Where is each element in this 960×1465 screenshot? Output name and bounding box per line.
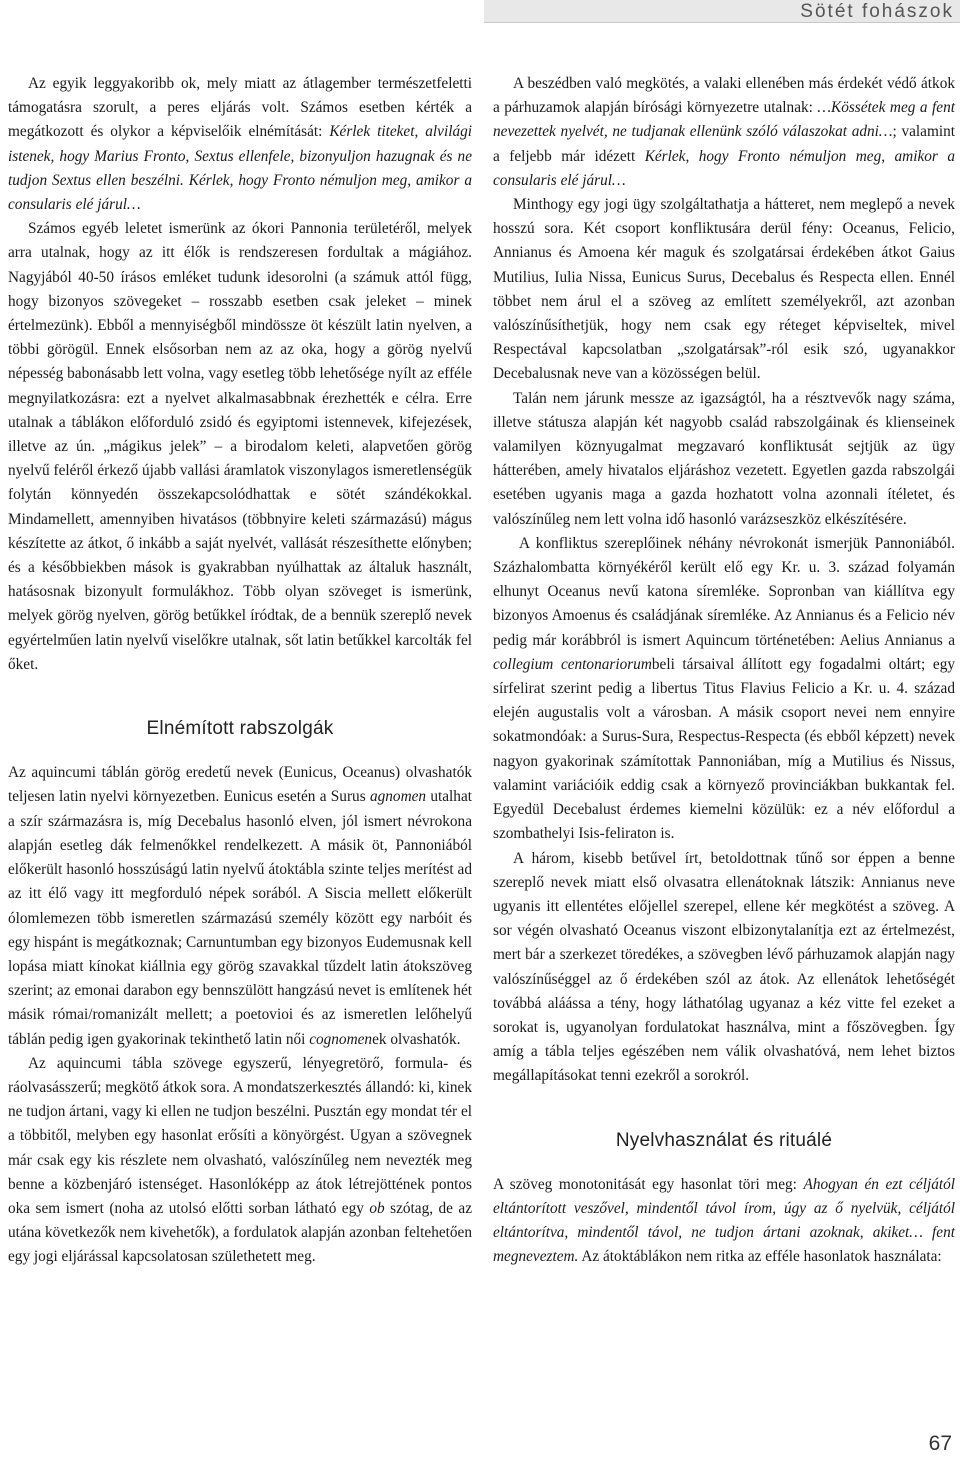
right-column <box>493 72 955 1270</box>
paragraph <box>8 761 472 1051</box>
paragraph <box>8 1052 472 1270</box>
text-run: ; valamint a feljebb már idézett <box>493 123 955 165</box>
text-run: beli társaival állított egy fogadalmi oltárt; egy sírfelirat szerint pedig a libertus Titus Flavius Felicio a Kr. u. 4. század elején augustalis volt a városban. A másik csoport nevei nem ennyire sokatmondóak: a Surus-Sura, Respectus-Respecta (és ebből képzett) nevek nagyon gyakorinak számítottak Pannoniában, míg a Mutilius és Nissus, valamint variációik eddig csak a környező provinciákban bukkantak fel. Egyedül Decebalust érdemes kiemelni közülük: ez a név előfordul a szombathelyi Isis-feliraton is. <box>493 655 955 843</box>
paragraph <box>493 532 955 847</box>
paragraph: Talán nem járunk messze az igazságtól, ha a résztvevők nagy száma, illetve státusza alapján két nagyobb család rabszolgáinak és klienseinek valamilyen köznyugalmat megzavaró konfliktusát sejtjük az ügy hátterében, amely hivatalos eljáráshoz vezetett. Egyetlen gazda rabszolgái esetében ugyanis maga a gazda hozhatott volna azonnali ítéletet, és valószínűleg nem lett volna idő hasonló varázseszköz elkészítésére. <box>493 389 955 528</box>
text-run: A szöveg monotonitását egy hasonlat töri meg: <box>493 1175 804 1193</box>
quoted-curse: Kérlek titeket, alvilági istenek, hogy Marius Fronto, Sextus ellenfele, bizonyuljon hazugnak és ne tudjon Sextus ellen beszélni. Kérlek, hogy Fronto némuljon meg, amikor a consularis elé járul… <box>8 123 472 214</box>
text-run: Az átoktáblákon nem ritka az efféle hasonlatok használata: <box>578 1248 942 1266</box>
text-run: Az aquincumi táblán görög eredetű nevek (Eunicus, Oceanus) olvashatók teljesen latin nyelvi környezetben. Eunicus esetén a Surus <box>8 764 472 806</box>
text-run: szótag, de az utána következők nem kivehetők), a fordulatok alapján azonban feltehetően egy jogi eljárással kapcsolatosan születhetett meg. <box>8 1199 472 1266</box>
text-run: ek olvashatók. <box>372 1030 461 1048</box>
quoted-curse: …Kössétek meg a fent nevezettek nyelvét, ne tudjanak ellenünk szóló válaszokat adni… <box>493 99 956 141</box>
text-run: Az egyik leggyakoribb ok, mely miatt az átlagember természetfeletti támogatásra szorult, a peres eljárás volt. Számos esetben kérték a megátkozott és olykor a képviselőik elnémítását: <box>8 75 472 141</box>
text-run: utalhat a szír származásra is, míg Decebalus hasonló elven, jól ismert névrokona alapján esetleg dák felmenőkkel rendelkezett. A másik öt, Pannoniából előkerült hasonló hosszúságú latin nyelvű átoktábla szinte teljes merítést ad az itt élő vagy itt megforduló népek sorából. A Siscia mellett előkerült ólomlemezen több ismeretlen származású személy között egy narbóit és egy hispánt is megátkoznak; Carnuntumban egy bizonyos Eudemusnak kell lopása miatt kínokat kiállnia egy görög szavakkal tűzdelt latin átokszöveg szerint; az emonai darabon egy bennszülött hangzású nevet is említenek hét másik római/romanizált mellett; a poetovioi és az ismeretlen lelőhelyű táblán pedig igen gyakorinak tekinthető latin női <box>8 788 472 1048</box>
text-run: A konfliktus szereplőinek néhány névrokonát ismerjük Pannoniából. Százhalombatta környékéről került elő egy Kr. u. 3. század folyamán elhunyt Oceanus nevű katona síremléke. Sopronban van kiállítva egy bizonyos Amoenus és családjának síremléke. Az Annianus és a Felicio név pedig már korábbról is ismert Aquincum történetében: Aelius Annianus a <box>493 534 955 649</box>
latin-term: cognomen <box>309 1030 373 1048</box>
page-number: 67 <box>928 1432 952 1455</box>
paragraph <box>493 1173 955 1270</box>
running-head <box>484 0 960 23</box>
left-column <box>8 72 472 1270</box>
quoted-curse: Ahogyan én ezt céljától eltántorított veszővel, mindentől távol írom, úgy az ő nyelvük, céljától eltántorítva, mindentől távol, ne tudjon ártani azoknak, akiket… fent megneveztem. <box>493 1175 956 1266</box>
paragraph: A három, kisebb betűvel írt, betoldottnak tűnő sor éppen a benne szereplő nevek miatt első olvasatra ellenátoknak látszik: Annianus neve ugyanis itt ellentétes előjellel szerepel, ellene kér megkötést a szöveg. A sor végén olvasható Oceanus viszont elbizonytalanítja ezt az értelmezést, mert bár a szerkezet töredékes, a szövegben lévő párhuzamok alapján nagy valószínűséggel az ő érdekében szól az átok. Az ellenátok lehetőségét továbbá aláássa a tény, hogy láthatólag ugyanaz a kéz vitte fel ezeket a sorokat is, ugyanolyan fordulatokat használva, mint a főszövegben. Így amíg a tábla teljes egészében nem válik olvashatóvá, nem lehet biztos megállapításokat tenni ezekről a sorokról. <box>493 849 955 1085</box>
text-run: A beszédben való megkötés, a valaki ellenében más érdekét védő átkok a párhuzamok alapján bírósági környezetre utalnak: <box>493 75 955 117</box>
running-title: Sötét fohászok <box>800 1 954 22</box>
paragraph <box>493 72 955 193</box>
latin-term: collegium centonariorum <box>493 655 652 673</box>
quoted-curse: Kérlek, hogy Fronto némuljon meg, amikor a consularis elé járul… <box>493 147 955 189</box>
paragraph: Számos egyéb leletet ismerünk az ókori Pannonia területéről, melyek arra utalnak, hogy az itt élők is rendszeresen fordultak a mágiához. Nagyjából 40-50 írásos emléket tudunk idesorolni (a számuk attól függ, hogy bizonyos szövegeket – rosszabb esetben csak jeleket – minek értelmezünk). Ebből a mennyiségből mindössze öt készült latin nyelven, a többi görögül. Ennek elsősorban nem az az oka, hogy a görög nyelvű népesség babonásabb lett volna, vagy esetleg több lehetősége nyílt az efféle megnyilatkozásra: ezt a nyelvet alkalmasabbnak érezhették e célra. Erre utalnak a táblákon előforduló zsidó és egyiptomi istennevek, kifejezések, illetve az ún. „mágikus jelek” – a birodalom keleti, alapvetően görög nyelvű feléről érkező újabb vallási áramlatok viszonylagos ismeretlenségük folytán könnyedén összekapcsolódhattak e sötét szándékokkal. Mindamellett, amennyiben hivatásos (többnyire keleti származású) mágus készítette az átkot, ő inkább a saját nyelvét, vallását részesíthette előnyben; és a későbbiekben mások is gyakrabban nyúlhattak az általuk használt, hatásosnak bizonyult formulákhoz. Több olyan szöveget is ismerünk, melyek görög nyelven, görög betűkkel íródtak, de a bennük szereplő nevek egyértelműen latin nyelvű viselőkre utalnak, sőt latin betűkkel karcolták fel őket. <box>8 220 472 673</box>
text-run: Az aquincumi tábla szövege egyszerű, lényegretörő, formula- és ráolvasásszerű; megkötő átkok sora. A mondatszerkesztés állandó: ki, kinek ne tudjon ártani, vagy ki ellen ne tudjon beszélni. Pusztán egy mondat tér el a többitől, melyben egy hasonlat erősíti a könyörgést. Ugyan a szövegnek már csak egy kis részlete nem olvasható, valószínűleg nem nevezték meg benne a közbenjáró istenséget. Hasonlóképp az átok létrejöttének pontos oka sem ismert (noha az utolsó előtti sorban látható egy <box>8 1054 472 1217</box>
paragraph <box>8 72 472 217</box>
latin-term: ob <box>369 1199 385 1217</box>
section-heading: Nyelvhasználat és rituálé <box>615 1129 833 1151</box>
paragraph: Minthogy egy jogi ügy szolgáltathatja a hátteret, nem meglepő a nevek hosszú sora. Két csoport konfliktusára derül fény: Oceanus, Felicio, Annianus és Amoena kér maguk és szolgatársai érdekében átkot Gaius Mutilius, Iulia Nissa, Eunicus Surus, Decebalus és Respecta ellen. Ennél többet nem árul el a szöveg az említett személyekről, azt azonban valószínűsíthetjük, hogy nem csak egy réteget képviseltek, mivel Respectával kapcsolatban „szolgatársak”-ról esik szó, ugyanakkor Decebalusnak neve van a közösségen belül. <box>493 196 955 383</box>
latin-term: agnomen <box>369 788 427 806</box>
section-heading: Elnémított rabszolgák <box>146 718 334 740</box>
